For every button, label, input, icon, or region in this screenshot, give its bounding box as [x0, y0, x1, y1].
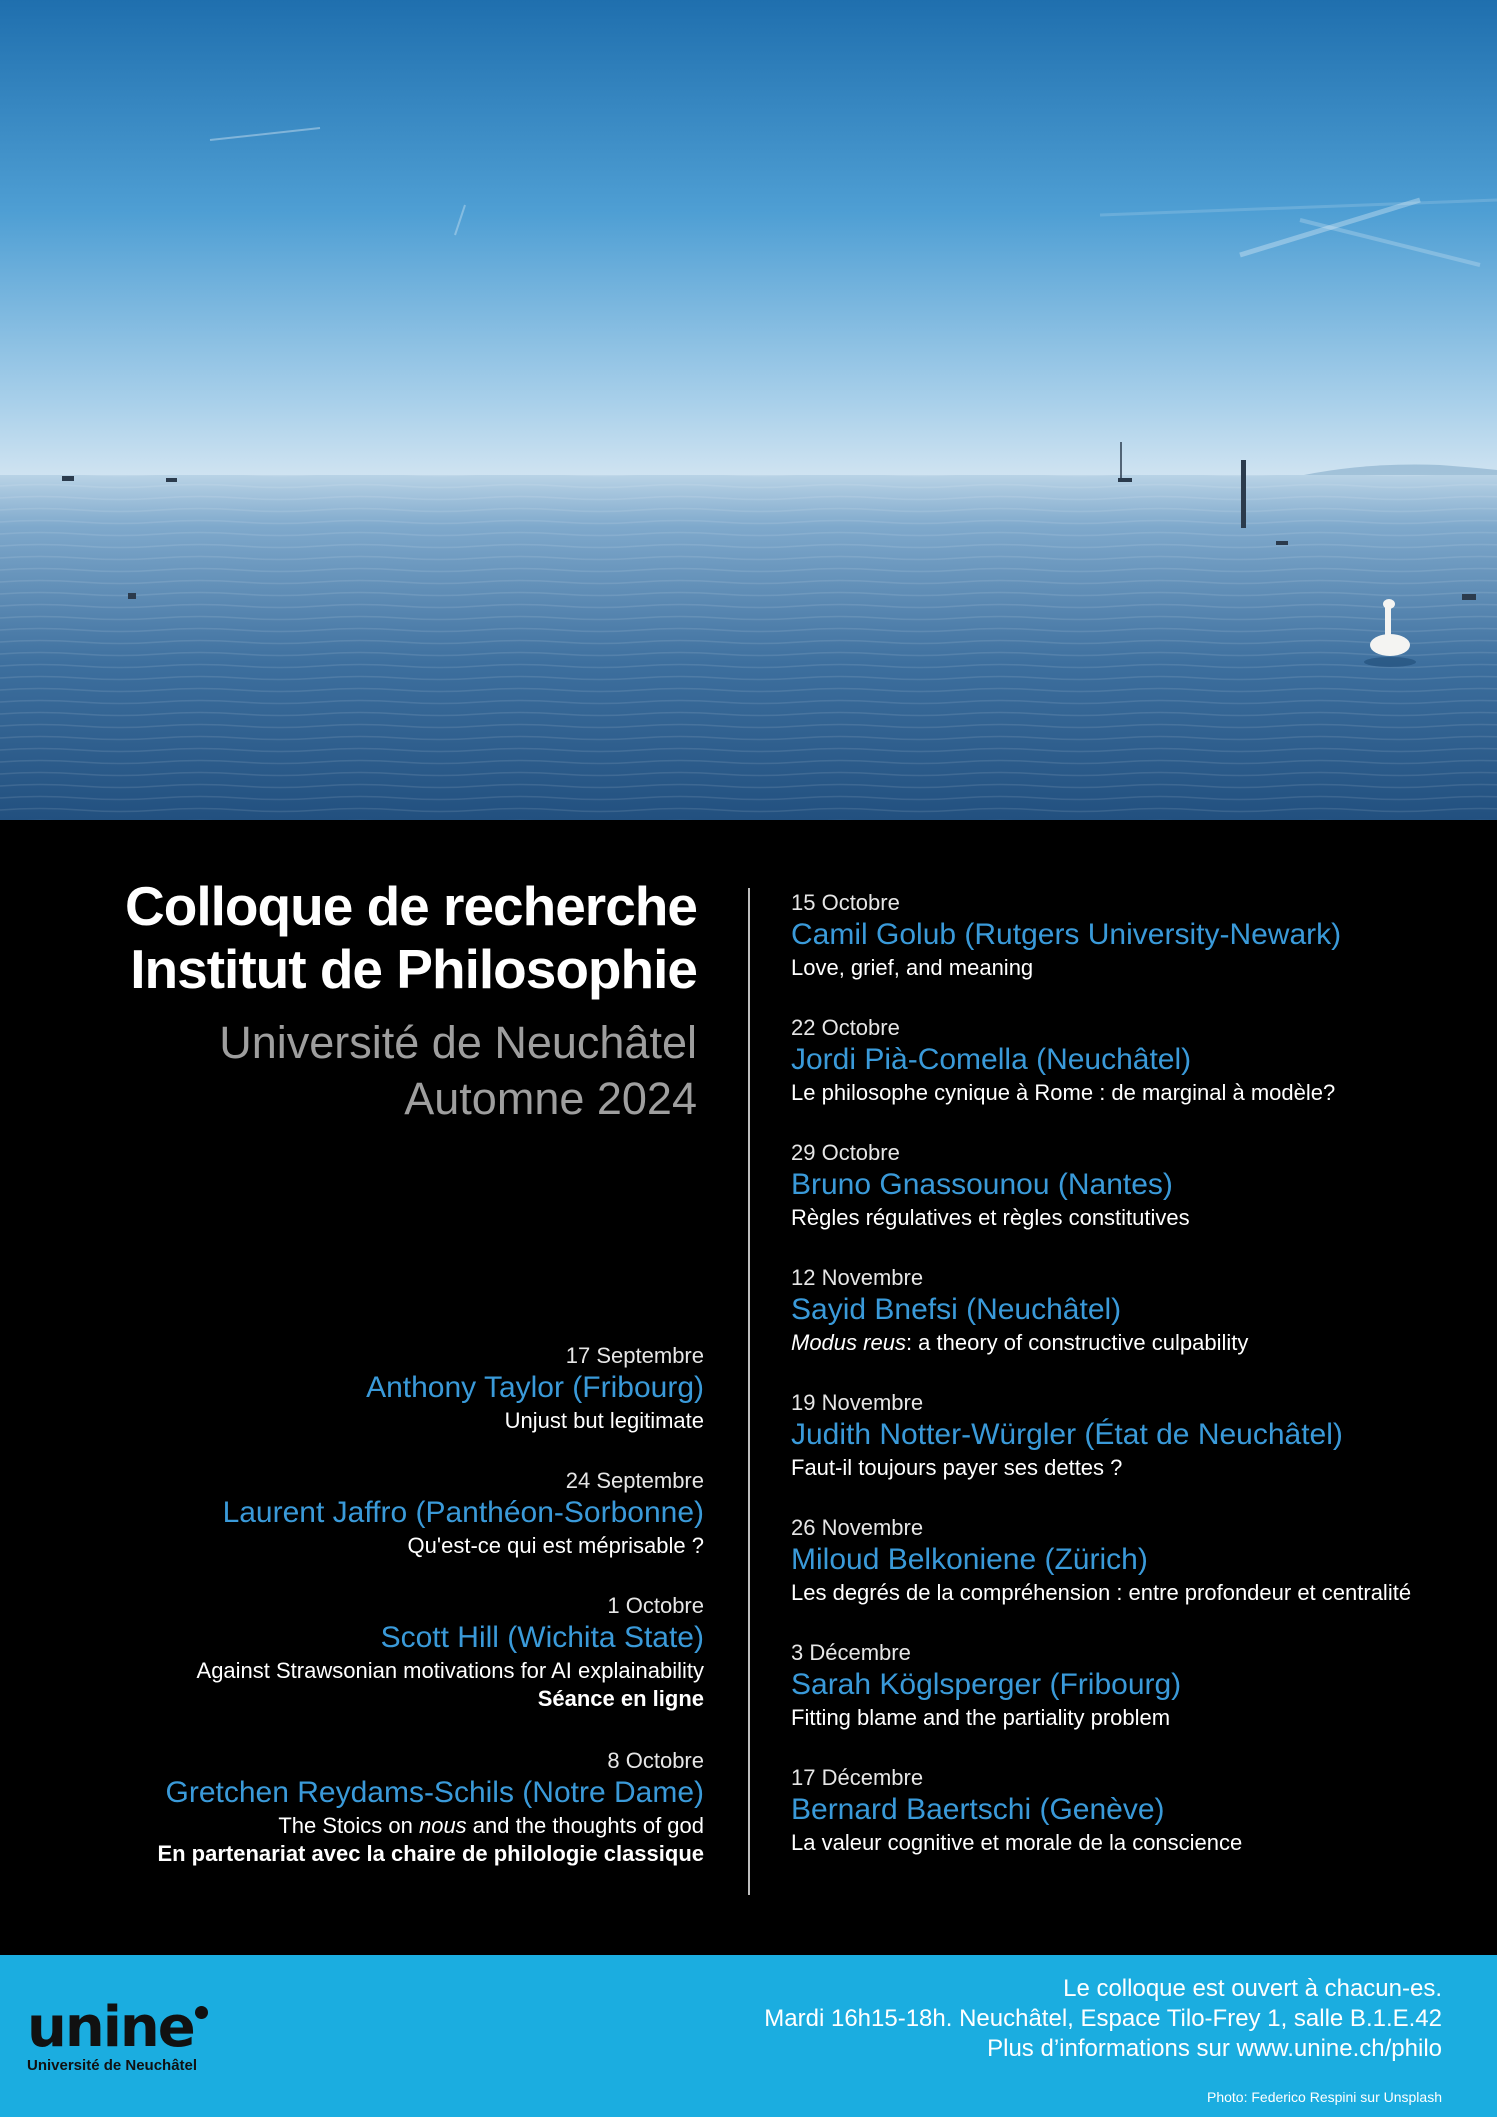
- session-date: 17 Décembre: [791, 1765, 924, 1790]
- session-note: Séance en ligne: [537, 1686, 704, 1711]
- session-item: [791, 1765, 1491, 1856]
- session-title: The Stoics on nous and the thoughts of god: [278, 1813, 704, 1838]
- session-speaker: Gretchen Reydams-Schils (Notre Dame): [165, 1776, 704, 1809]
- logo-wordmark: unine: [27, 2002, 208, 2054]
- footer-line-2: Mardi 16h15-18h. Neuchâtel, Espace Tilo-Frey 1, salle B.1.E.42: [764, 2005, 1442, 2032]
- session-date: 26 Novembre: [791, 1515, 924, 1540]
- session-note: En partenariat avec la chaire de philologie classique: [157, 1841, 704, 1866]
- title-block: [125, 875, 697, 1127]
- session-item: [791, 1515, 1491, 1606]
- unine-logo[interactable]: [27, 1995, 208, 2074]
- session-item: [4, 1468, 704, 1559]
- session-speaker: Anthony Taylor (Fribourg): [366, 1371, 704, 1404]
- session-speaker: Camil Golub (Rutgers University-Newark): [791, 918, 1342, 951]
- sessions-left-column: [4, 1343, 704, 1903]
- logo-dot-icon: [195, 2006, 208, 2019]
- session-speaker: Jordi Pià-Comella (Neuchâtel): [791, 1043, 1192, 1076]
- session-speaker: Miloud Belkoniene (Zürich): [791, 1543, 1148, 1576]
- session-title: Unjust but legitimate: [504, 1408, 704, 1433]
- session-item: [791, 1015, 1491, 1106]
- session-speaker: Bruno Gnassounou (Nantes): [791, 1168, 1173, 1201]
- session-date: 12 Novembre: [791, 1265, 924, 1290]
- session-date: 17 Septembre: [565, 1343, 704, 1368]
- session-item: [4, 1593, 704, 1714]
- photo-credit: Photo: Federico Respini sur Unsplash: [1206, 2089, 1442, 2105]
- session-speaker: Scott Hill (Wichita State): [380, 1621, 704, 1654]
- session-title: Faut-il toujours payer ses dettes ?: [791, 1455, 1123, 1480]
- page-title-line-1: Colloque de recherche: [125, 875, 697, 937]
- session-item: [791, 1390, 1491, 1481]
- session-title: Love, grief, and meaning: [791, 955, 1034, 980]
- session-date: 19 Novembre: [791, 1390, 924, 1415]
- session-date: 29 Octobre: [791, 1140, 900, 1165]
- session-speaker: Laurent Jaffro (Panthéon-Sorbonne): [222, 1496, 704, 1529]
- session-item: [791, 1265, 1491, 1356]
- subtitle-line-1: Université de Neuchâtel: [219, 1017, 697, 1068]
- logo-subtitle: Université de Neuchâtel: [27, 2057, 198, 2074]
- session-item: [791, 1640, 1491, 1731]
- page-title-line-2: Institut de Philosophie: [130, 938, 697, 1000]
- session-date: 1 Octobre: [607, 1593, 704, 1618]
- session-title: Qu'est-ce qui est méprisable ?: [407, 1533, 704, 1558]
- footer-info: [764, 1974, 1442, 2064]
- hero-photo: [0, 0, 1497, 820]
- session-date: 3 Décembre: [791, 1640, 911, 1665]
- session-date: 22 Octobre: [791, 1015, 900, 1040]
- session-item: [4, 1343, 704, 1434]
- session-title: Les degrés de la compréhension : entre profondeur et centralité: [791, 1580, 1412, 1605]
- session-date: 8 Octobre: [607, 1748, 704, 1773]
- footer: [0, 1955, 1497, 2117]
- session-title: Fitting blame and the partiality problem: [791, 1705, 1171, 1730]
- session-date: 24 Septembre: [565, 1468, 704, 1493]
- session-speaker: Judith Notter-Würgler (État de Neuchâtel): [791, 1418, 1343, 1451]
- session-item: [791, 890, 1491, 981]
- session-title: Le philosophe cynique à Rome : de marginal à modèle?: [791, 1080, 1336, 1105]
- lake-photo: [0, 0, 1497, 820]
- session-speaker: Sarah Köglsperger (Fribourg): [791, 1668, 1182, 1701]
- session-item: [4, 1748, 704, 1869]
- sessions-right-column: [791, 890, 1491, 1890]
- column-divider: [748, 888, 750, 1895]
- session-title: Modus reus: a theory of constructive culpability: [791, 1330, 1249, 1355]
- footer-line-1: Le colloque est ouvert à chacun-es.: [1063, 1975, 1442, 2002]
- session-title: Against Strawsonian motivations for AI explainability: [196, 1658, 704, 1683]
- footer-line-3[interactable]: Plus d’informations sur www.unine.ch/philo: [987, 2035, 1442, 2062]
- session-speaker: Bernard Baertschi (Genève): [791, 1793, 1165, 1826]
- session-title: La valeur cognitive et morale de la conscience: [791, 1830, 1243, 1855]
- session-date: 15 Octobre: [791, 890, 900, 915]
- session-item: [791, 1140, 1491, 1231]
- session-speaker: Sayid Bnefsi (Neuchâtel): [791, 1293, 1122, 1326]
- subtitle-line-2: Automne 2024: [404, 1073, 697, 1124]
- session-title: Règles régulatives et règles constitutives: [791, 1205, 1190, 1230]
